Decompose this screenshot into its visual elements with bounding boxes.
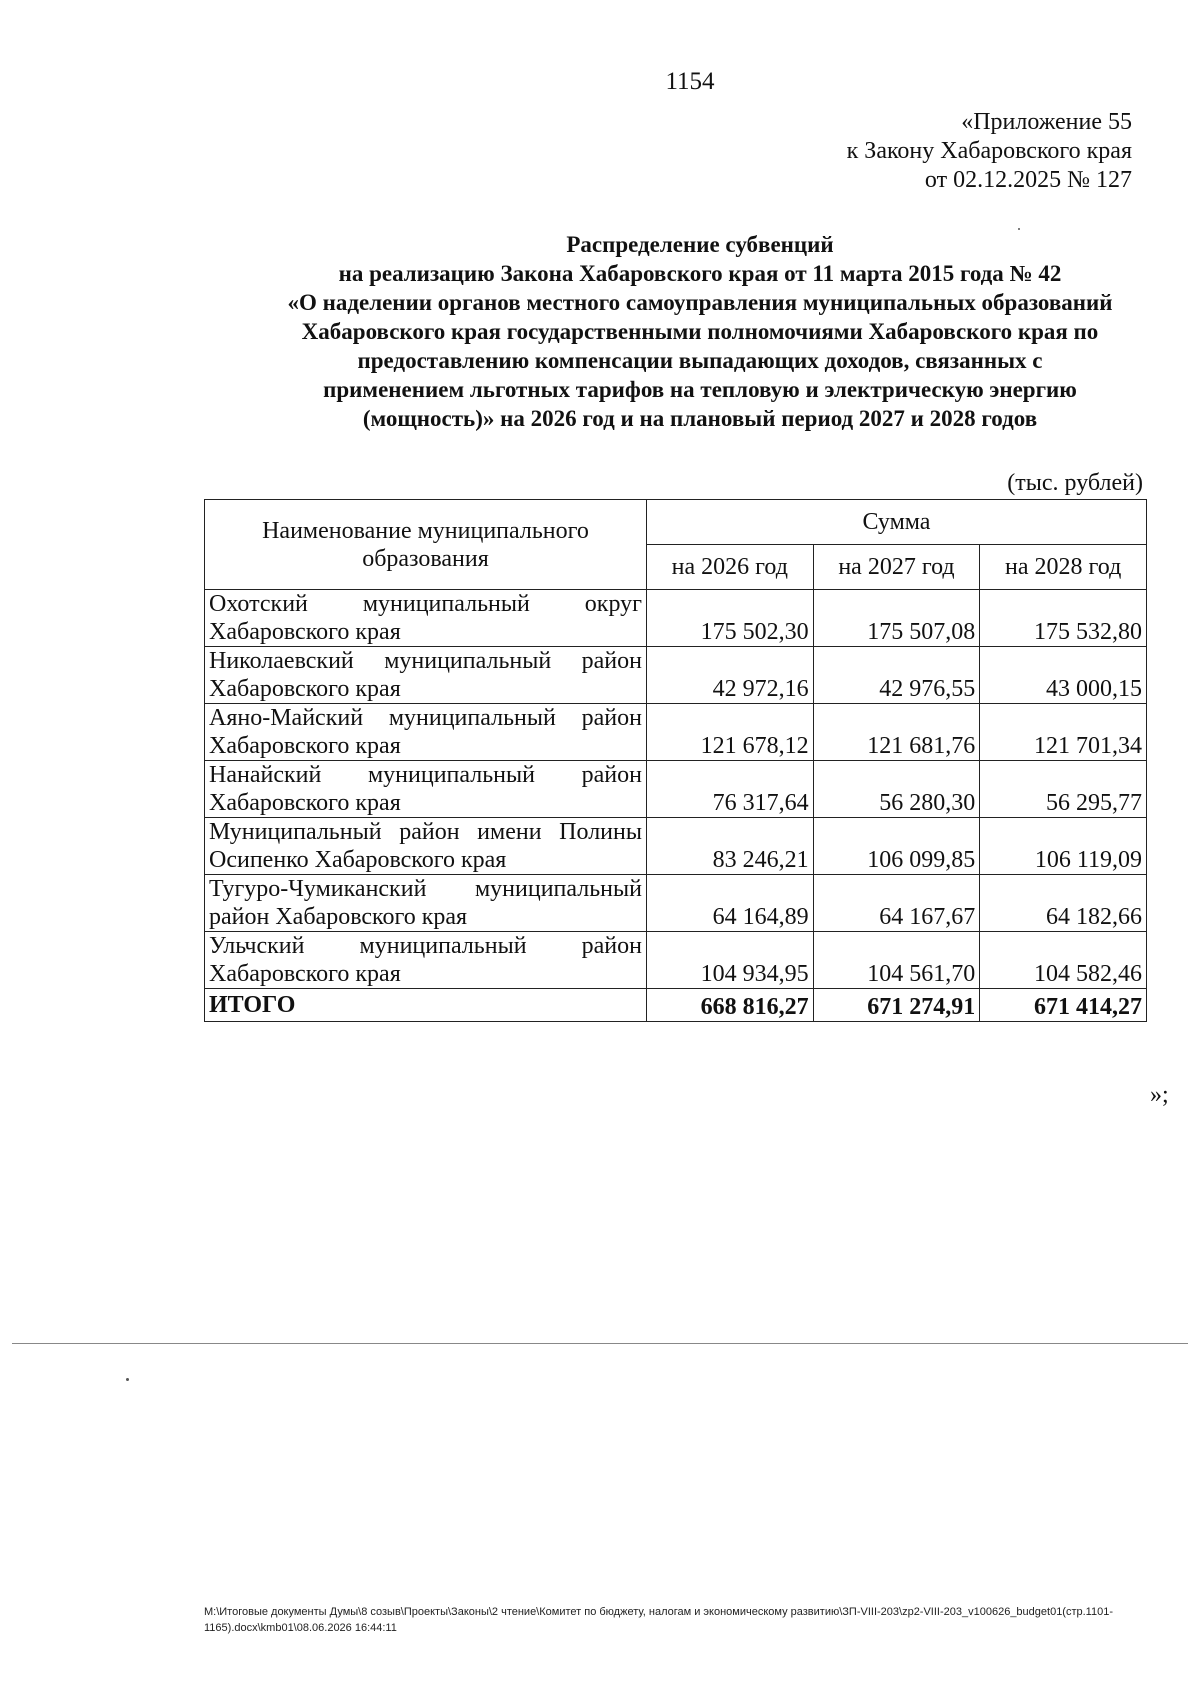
row-municipality: Охотский муниципальный округ Хабаровского края (205, 590, 647, 647)
appendix-reference (712, 108, 1132, 195)
header-sum: Сумма (646, 500, 1146, 545)
table-row (205, 932, 1147, 989)
table-row (205, 875, 1147, 932)
table-row (205, 647, 1147, 704)
row-value-2026: 64 164,89 (646, 875, 813, 932)
header-year-2026: на 2026 год (646, 545, 813, 590)
row-value-2027: 56 280,30 (813, 761, 980, 818)
row-value-2028: 175 532,80 (980, 590, 1147, 647)
subsidy-table (204, 499, 1147, 1022)
header-year-2028: на 2028 год (980, 545, 1147, 590)
row-municipality: Ульчский муниципальный район Хабаровского края (205, 932, 647, 989)
row-value-2028: 43 000,15 (980, 647, 1147, 704)
appendix-number: «Приложение 55 (961, 109, 1132, 135)
row-value-2028: 64 182,66 (980, 875, 1147, 932)
appendix-date: от 02.12.2025 № 127 (924, 167, 1132, 193)
title-line: (мощность)» на 2026 год и на плановый период 2027 и 2028 годов (362, 406, 1038, 431)
file-path-footer: M:\Итоговые документы Думы\8 созыв\Проекты\Законы\2 чтение\Комитет по бюджету, налогам и экономическому развитию\ЗП-VIII-203\zp2-VIII-203_v100626_budget01(стр.1101-1165).docx\kmb01\08.06.2026 16:44:11 (204, 1606, 1114, 1634)
closing-quote: »; (1150, 1082, 1169, 1108)
total-2027: 671 274,91 (813, 989, 980, 1022)
row-value-2026: 175 502,30 (646, 590, 813, 647)
title-line: на реализацию Закона Хабаровского края от 11 марта 2015 года № 42 (338, 261, 1062, 286)
document-title (200, 230, 1200, 433)
row-value-2028: 104 582,46 (980, 932, 1147, 989)
title-line: предоставлению компенсации выпадающих доходов, связанных с (357, 348, 1043, 373)
title-line: «О наделении органов местного самоуправления муниципальных образований (287, 290, 1113, 315)
row-value-2026: 121 678,12 (646, 704, 813, 761)
row-value-2028: 56 295,77 (980, 761, 1147, 818)
row-municipality: Тугуро-Чумиканский муниципальный район Хабаровского края (205, 875, 647, 932)
row-value-2027: 121 681,76 (813, 704, 980, 761)
title-line: Хабаровского края государственными полномочиями Хабаровского края по (301, 319, 1099, 344)
row-value-2026: 42 972,16 (646, 647, 813, 704)
table-row (205, 761, 1147, 818)
header-year-2027: на 2027 год (813, 545, 980, 590)
scan-speck (1018, 228, 1020, 230)
page-number: 1154 (665, 68, 715, 95)
row-municipality: Аяно-Майский муниципальный район Хабаровского края (205, 704, 647, 761)
title-line: применением льготных тарифов на тепловую и электрическую энергию (323, 377, 1077, 402)
row-value-2027: 175 507,08 (813, 590, 980, 647)
row-value-2028: 121 701,34 (980, 704, 1147, 761)
row-value-2027: 106 099,85 (813, 818, 980, 875)
separator-line (12, 1343, 1188, 1344)
total-2026: 668 816,27 (646, 989, 813, 1022)
row-value-2026: 104 934,95 (646, 932, 813, 989)
row-value-2026: 83 246,21 (646, 818, 813, 875)
title-line: Распределение субвенций (566, 232, 834, 257)
table-row (205, 818, 1147, 875)
total-row (205, 989, 1147, 1022)
total-label: ИТОГО (205, 989, 647, 1022)
header-municipality: Наименование муниципального образования (205, 500, 647, 590)
row-value-2027: 42 976,55 (813, 647, 980, 704)
row-municipality: Нанайский муниципальный район Хабаровского края (205, 761, 647, 818)
row-municipality: Муниципальный район имени Полины Осипенко Хабаровского края (205, 818, 647, 875)
row-value-2027: 64 167,67 (813, 875, 980, 932)
row-value-2027: 104 561,70 (813, 932, 980, 989)
row-value-2028: 106 119,09 (980, 818, 1147, 875)
unit-label: (тыс. рублей) (1007, 470, 1143, 496)
scan-speck (126, 1378, 129, 1381)
total-2028: 671 414,27 (980, 989, 1147, 1022)
appendix-law: к Закону Хабаровского края (846, 138, 1132, 164)
row-municipality: Николаевский муниципальный район Хабаровского края (205, 647, 647, 704)
header-row (205, 500, 1147, 545)
table-row (205, 590, 1147, 647)
table-row (205, 704, 1147, 761)
row-value-2026: 76 317,64 (646, 761, 813, 818)
